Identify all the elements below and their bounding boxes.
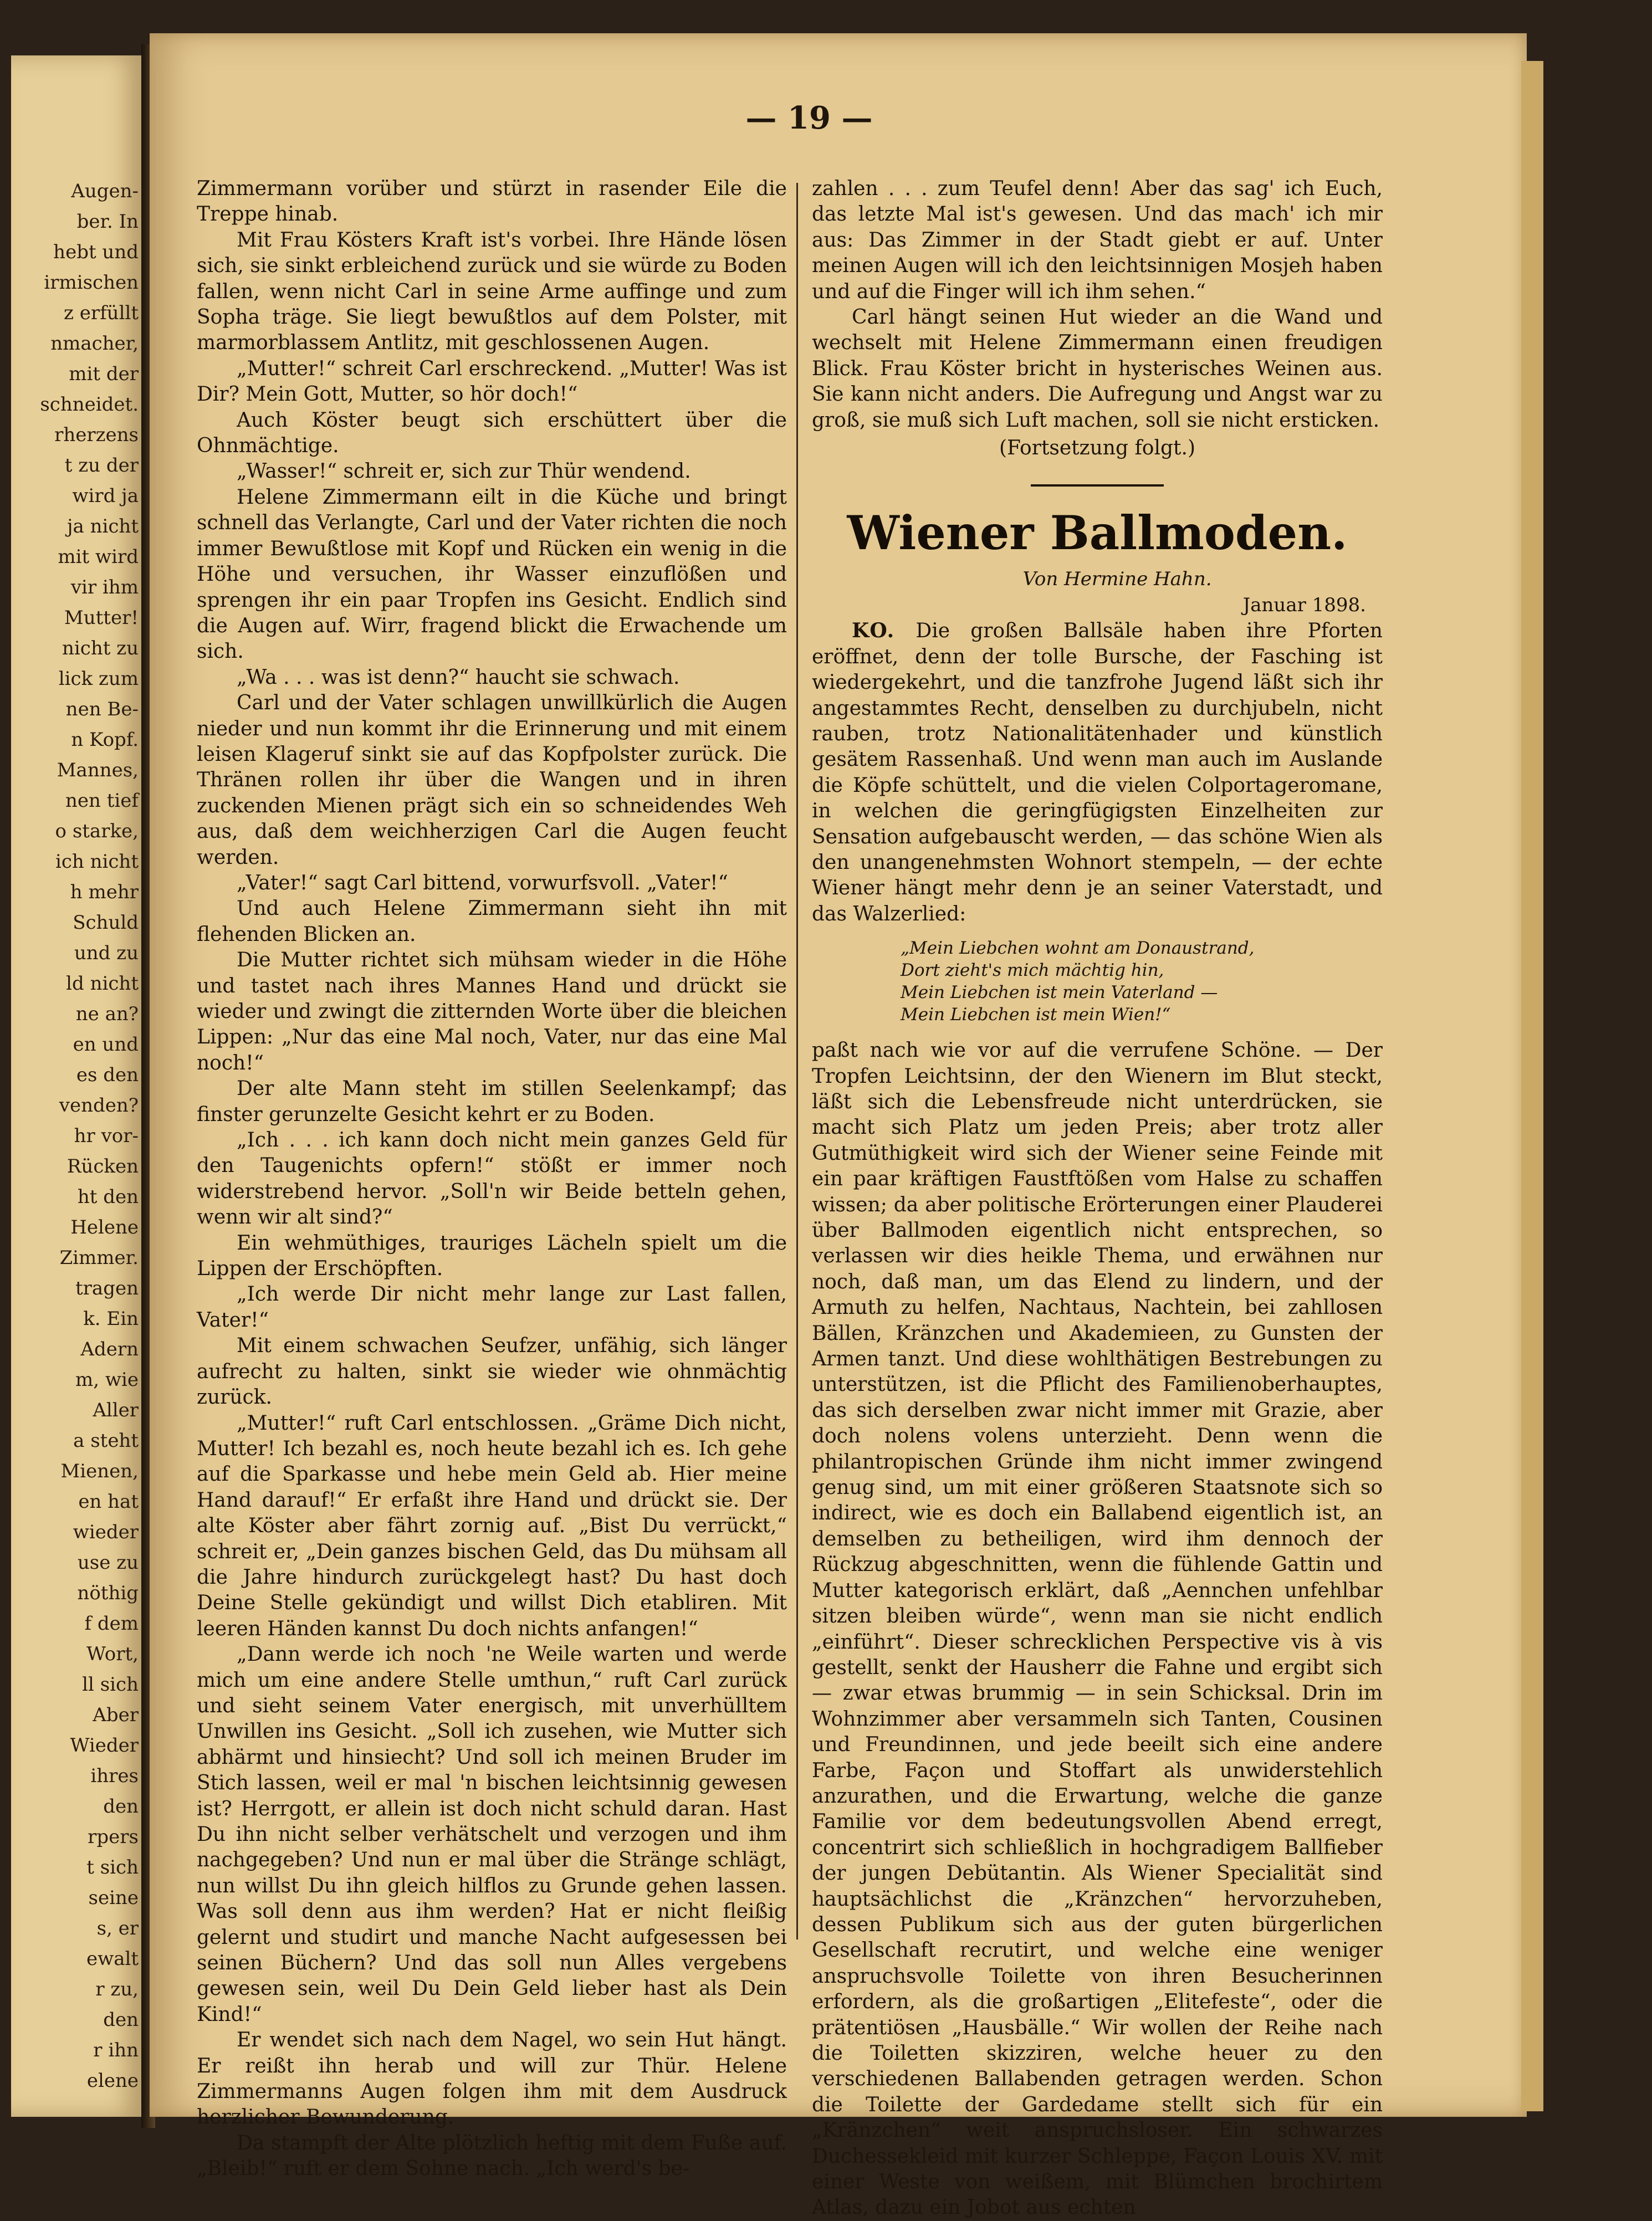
left-page-fragment: tragen (75, 1277, 139, 1299)
left-page-fragment: es den (76, 1064, 139, 1086)
page-stack-edge (1521, 61, 1543, 2111)
poem-line: Mein Liebchen ist mein Vaterland — (901, 982, 1218, 1003)
paragraph: „Dann werde ich noch 'ne Weile warten und werde mich um eine andere Stelle umthun,“ ruft Carl zurück und sieht seinem Vater energisch, mit unverhülltem Unwillen ins Gesicht. „Soll ich zusehen, wie Mutter sich abhärmt und hinsiecht? Und soll ich meinen Bruder im Stich lassen, weil er mal 'n bischen leichtsinnig gewesen ist? Herrgott, er allein ist doch nicht schuld daran. Hast Du ihn nicht selber verhätschelt und verzogen und ihm nachgegeben? Und nun er mal über die Stränge schlägt, nun willst Du ihn gleich hilflos zu Grunde gehen lassen. Was soll denn aus ihm werden? Hat er nicht fleißig gelernt und studirt und manche Nacht aufgesessen bei seinen Büchern? Und das soll nun Alles vergebens gewesen sein, weil Du Dein Geld lieber hast als Dein Kind!“ (197, 1643, 787, 2026)
left-page-fragment: ihres (90, 1765, 139, 1787)
paragraph: paßt nach wie vor auf die verrufene Schöne. — Der Tropfen Leichtsinn, der den Wienern im Blut steckt, läßt sich die Lebensfreude nicht unterdrücken, sie macht sich Platz um jeden Preis; aber trotz aller Gutmüthigkeit wird sich der Wiener seine Feinde mit ein paar kräftigen Faustftößen vom Halse zu schaffen wissen; da aber politische Erörterungen einer Plauderei über Ballmoden eigentlich nicht entsprechen, so verlassen wir dies heikle Thema, und erwähnen nur noch, daß man, um das Elend zu lindern, und der Armuth zu helfen, Nachtaus, Nachtein, bei zahllosen Bällen, Kränzchen und Akademieen, zu Gunsten der Armen tanzt. Und diese wohlthätigen Bestrebungen zu unterstützen, ist die Pflicht des Familienoberhauptes, das sich derselben zwar nicht immer mit Grazie, aber doch nolens volens unterzieht. Denn wenn die philantropischen Gründe ihm nicht immer zwingend genug sind, um mit einer größeren Staatsnote sich so indirect, wie es doch ein Ballabend eigentlich ist, an demselben zu betheiligen, wird ihm dennoch der Rückzug abgeschnitten, wenn die fühlende Gattin und Mutter kategorisch erklärt, daß „Aennchen unfehlbar sitzen bleiben würde“, wenn man sie nicht endlich „einführt“. Dieser schrecklichen Perspective vis à vis gestellt, senkt der Hausherr die Fahne und ergibt sich — zwar etwas brummig — in sein Schicksal. Drin im Wohnzimmer aber versammeln sich Tanten, Cousinen und Freundinnen, und jede beeilt sich eine andere Farbe, Façon und Stoffart als unwiderstehlich anzurathen, und die Erwartung, welche die ganze Familie vor dem bedeutungsvollen Abend erregt, concentrirt sich schließlich in hochgradigem Ballfieber der jungen Debütantin. Als Wiener Specialität sind hauptsächlichst die „Kränzchen“ hervorzuheben, dessen Publikum sich aus der guten bürgerlichen Gesellschaft recrutirt, und welche eine weniger anspruchsvolle Toilette von ihren Besucherinnen erfordern, als die großartigen „Elitefeste“, oder die prätentiösen „Hausbälle.“ Wir wollen der Reihe nach die Toiletten skizziren, welche heuer zu den verschiedenen Ballabenden getragen werden. Schon die Toilette der Gardedame stellt sich für ein „Kränzchen“ weit anspruchsloser. Ein schwarzes Duchessekleid mit kurzer Schleppe, Façon Louis XV. mit einer Weste von weißem, mit Blümchen brochirtem Atlas, dazu ein Jobot aus echten (812, 1039, 1383, 2219)
left-page-fragment: den (103, 1795, 139, 1818)
article-byline: Von Hermine Hahn. (1022, 568, 1212, 591)
paragraph: Mit einem schwachen Seufzer, unfähig, sich länger aufrecht zu halten, sinkt sie wieder wie ohnmächtig zurück. (197, 1334, 787, 1409)
left-page-fragment: r ihn (93, 2039, 139, 2061)
paragraph: Carl und der Vater schlagen unwillkürlich die Augen nieder und nun kommt ihr die Erinnerung und mit einem leisen Klageruf sinkt sie auf das Kopfpolster zurück. Die Thränen rollen ihr über die Wangen und in ihren zuckenden Mienen prägt sich ein so schneidendes Weh aus, daß dem weichherzigen Carl die Augen feucht werden. (197, 692, 787, 869)
left-page-fragment: o starke, (55, 820, 139, 842)
left-page-fragment: seine (88, 1887, 139, 1909)
left-page-fragment: k. Ein (83, 1308, 139, 1330)
left-page-fragment: mit wird (58, 546, 139, 568)
paragraph: „Vater!“ sagt Carl bittend, vorwurfsvoll. „Vater!“ (237, 871, 728, 894)
lead-paragraph (812, 618, 1383, 927)
left-page-fragment: Aber (93, 1704, 139, 1726)
left-page-fragment: t zu der (64, 454, 139, 477)
left-page-fragment: t sich (86, 1856, 139, 1879)
poem (901, 937, 1383, 1026)
left-page-fragment: Mannes, (57, 759, 139, 781)
paragraph: Er wendet sich nach dem Nagel, wo sein Hut hängt. Er reißt ihn herab und will zur Thür. Helene Zimmermanns Augen folgen ihm mit dem Ausdruck herzlicher Bewunderung. (197, 2029, 787, 2129)
left-page-fragment: nmacher, (50, 332, 139, 355)
paragraph: „Wasser!“ schreit er, sich zur Thür wendend. (237, 460, 691, 483)
left-page-fragment: h mehr (70, 881, 139, 903)
left-page-fragment: hr vor- (74, 1125, 139, 1147)
left-page-fragment: nen Be- (65, 698, 139, 720)
left-page-fragment: und zu (74, 942, 139, 964)
page-number: — 19 — (745, 100, 873, 136)
paragraph: Ein wehmüthiges, trauriges Lächeln spielt um die Lippen der Erschöpften. (197, 1231, 787, 1281)
left-page-fragment: vir ihm (70, 576, 139, 598)
left-page-fragment: Augen- (71, 180, 139, 202)
paragraph: Mit Frau Kösters Kraft ist's vorbei. Ihre Hände lösen sich, sie sinkt erbleichend zurück und sie würde zu Boden fallen, wenn nicht Carl in seine Arme auffinge und zum Sopha träge. Sie liegt bewußtlos auf dem Polster, mit marmorblassem Antlitz, mit geschlossenen Augen. (197, 228, 787, 355)
left-page-fragment: Schuld (73, 912, 139, 934)
left-page-fragment: ewalt (86, 1948, 139, 1970)
left-page-edge (11, 55, 144, 2117)
left-page-fragment: nicht zu (62, 637, 139, 659)
paragraph: Helene Zimmermann eilt in die Küche und bringt schnell das Verlangte, Carl und der Vater richten die noch immer Bewußtlose mit Kopf und Rücken ein wenig in die Höhe und versuchen, ihr Wasser einzuflößen und sprengen ihr ein paar Tropfen ins Gesicht. Endlich sind die Augen auf. Wirr, fragend blickt die Erwachende um sich. (197, 485, 787, 663)
left-page-fragment: irmischen (44, 272, 139, 294)
left-page-fragment: ne an? (75, 1003, 139, 1025)
article-title: Wiener Ballmoden. (847, 505, 1348, 561)
paragraph: Die Mutter richtet sich mühsam wieder in die Höhe und tastet nach ihres Mannes Hand und drückt sie wieder und zwingt die zitternden Worte über die bleichen Lippen: „Nur das eine Mal noch, Vater, nur das eine Mal noch!“ (197, 949, 787, 1074)
left-page-fragment: ja nicht (67, 515, 139, 538)
left-page-fragment: hebt und (53, 241, 139, 263)
paragraph: Carl hängt seinen Hut wieder an die Wand und wechselt mit Helene Zimmermann einen freudigen Blick. Frau Köster bricht in hysterisches Weinen aus. Sie kann nicht anders. Die Aufregung und Angst war zu groß, sie muß sich Luft machen, soll sie nicht ersticken. (812, 306, 1383, 432)
lead-text: Die großen Ballsäle haben ihre Pforten eröffnet, denn der tolle Bursche, der Fasching ist wiedergekehrt, und die tanzfrohe Jugend läßt sich ihr angestammtes Recht, denselben zu durchjubeln, nicht rauben, trotz Nationalitätenhader und künstlich gesätem Rassenhaß. Und wenn man auch im Auslande die Köpfe schüttelt, und die vielen Colportageromane, in welchen die geringfügigsten Einzelheiten zur Sensation aufgebauscht werden, — das schöne Wien als den unangenehmsten Wohnort stempeln, — der echte Wiener hängt mehr denn je an seiner Vaterstadt, und das Walzerlied: (812, 620, 1383, 925)
left-page-fragment: Wieder (70, 1734, 139, 1757)
left-page-fragment: Helene (70, 1216, 139, 1239)
column-divider (796, 183, 798, 1939)
article-date: Januar 1898. (1242, 593, 1366, 616)
section-rule (1031, 484, 1164, 487)
left-page-fragment: wird ja (72, 485, 139, 507)
left-page-fragment: ber. In (76, 211, 139, 233)
left-page-fragment: Adern (80, 1338, 139, 1360)
left-page-fragment: venden? (59, 1094, 139, 1117)
left-page-fragment: z erfüllt (64, 302, 139, 324)
left-page-fragment: ich nicht (55, 851, 139, 873)
left-page-fragment: nen tief (65, 790, 139, 812)
left-page-fragment: use zu (77, 1552, 139, 1574)
poem-line: Mein Liebchen ist mein Wien!“ (901, 1005, 1171, 1025)
left-page-fragment: Aller (93, 1399, 139, 1421)
left-page-fragment: Zimmer. (59, 1247, 139, 1269)
left-page-fragment: nöthig (77, 1582, 139, 1604)
paragraph: „Mutter!“ schreit Carl erschreckend. „Mutter! Was ist Dir? Mein Gott, Mutter, so hör doch!“ (197, 357, 787, 406)
left-page-fragment: rpers (88, 1826, 139, 1848)
left-column (197, 176, 787, 2182)
left-page-fragment: m, wie (75, 1369, 139, 1391)
left-page-fragment: den (103, 2009, 139, 2031)
left-page-fragment: a steht (73, 1430, 139, 1452)
left-page-fragment: mit der (69, 363, 139, 385)
left-page-fragment: f dem (84, 1613, 139, 1635)
continued-note: (Fortsetzung folgt.) (999, 437, 1195, 460)
paragraph: „Wa . . . was ist denn?“ haucht sie schwach. (237, 666, 680, 689)
paragraph: Da stampft der Alte plötzlich heftig mit dem Fuße auf. „Bleib!“ ruft er dem Sohne nach. „Ich werd's be- (197, 2131, 787, 2181)
paragraph: Der alte Mann steht im stillen Seelenkampf; das finster gerunzelte Gesicht kehrt er zu Boden. (197, 1077, 787, 1126)
paragraph: „Ich . . . ich kann doch nicht mein ganzes Geld für den Taugenichts opfern!“ stößt er immer noch widerstrebend hervor. „Soll'n wir Beide betteln gehen, wenn wir alt sind?“ (197, 1129, 787, 1229)
left-page-fragment: ld nicht (66, 973, 139, 995)
left-page-fragment: wieder (73, 1521, 139, 1543)
paragraph: Und auch Helene Zimmermann sieht ihn mit flehenden Blicken an. (197, 897, 787, 946)
paragraph: zahlen . . . zum Teufel denn! Aber das sag' ich Euch, das letzte Mal ist's gewesen. Und das mach' ich mir aus: Das Zimmer in der Stadt giebt er auf. Unter meinen Augen will ich den leichtsinnigen Mosjeh haben und auf die Finger will ich ihm sehen.“ (812, 177, 1383, 303)
left-page-fragment: n Kopf. (71, 729, 139, 751)
left-page-fragment: schneidet. (40, 393, 139, 416)
paragraph: Zimmermann vorüber und stürzt in rasender Eile die Treppe hinab. (197, 177, 787, 226)
left-page-fragment: ht den (77, 1186, 139, 1208)
left-page-fragment: rherzens (54, 424, 139, 446)
paragraph: Auch Köster beugt sich erschüttert über die Ohnmächtige. (197, 408, 787, 458)
left-page-fragment: r zu, (95, 1978, 139, 2000)
left-page-fragment: en und (73, 1033, 139, 1056)
lead-initials: KO. (852, 619, 896, 643)
right-column (812, 176, 1383, 2221)
poem-line: „Mein Liebchen wohnt am Donaustrand, (901, 938, 1255, 959)
paragraph: „Mutter!“ ruft Carl entschlossen. „Gräme Dich nicht, Mutter! Ich bezahl es, noch heute bezahl ich es. Ich gehe auf die Sparkasse und hebe mein Geld ab. Hier meine Hand darauf!“ Er erfaßt ihre Hand und drückt sie. Der alte Köster aber fährt zornig auf. „Bist Du verrückt,“ schreit er, „Dein ganzes bischen Geld, das Du mühsam all die Jahre hindurch zurückgelegt hast? Du hast doch Deine Stelle gekündigt und willst Dich etabliren. Mit leeren Händen kannst Du doch nichts anfangen!“ (197, 1411, 787, 1640)
left-page-fragment: Wort, (86, 1643, 139, 1665)
left-page-fragment: elene (86, 2070, 139, 2092)
left-page-fragment: en hat (78, 1491, 139, 1513)
poem-line: Dort zieht's mich mächtig hin, (901, 960, 1164, 981)
paragraph: „Ich werde Dir nicht mehr lange zur Last fallen, Vater!“ (197, 1283, 787, 1332)
left-page-fragment: ll sich (82, 1674, 139, 1696)
left-page-fragment: Mutter! (64, 607, 139, 629)
left-page-fragment: Rücken (67, 1155, 139, 1178)
left-page-fragment: Mienen, (60, 1460, 139, 1482)
left-page-fragment: lick zum (58, 668, 139, 690)
left-page-fragment: s, er (96, 1917, 139, 1939)
